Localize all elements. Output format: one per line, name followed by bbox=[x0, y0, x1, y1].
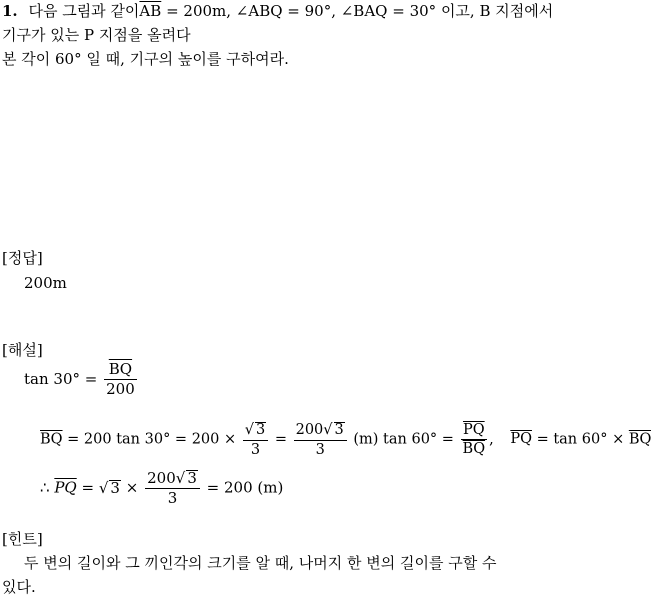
fraction-200sqrt3-3-final: $\frac{200√ 3}{3}$ bbox=[145, 470, 200, 506]
problem-line-3: 본 각이 60° 일 때, 기구의 높이를 구하여라. bbox=[2, 50, 289, 68]
explanation-step-3: ∴ $\overline{PQ}$ = √ 3 × $\frac{200√ 3}{3}$ = 200 (m) bbox=[40, 469, 284, 507]
answer-heading: [정답] bbox=[2, 249, 43, 267]
fraction-sqrt3-3: $\frac{√ 3}{3}$ bbox=[243, 422, 268, 457]
fraction-pq-bq: $\frac{\overline{PQ}}{BQ}$ bbox=[462, 421, 486, 457]
explanation-step-2: $\overline{BQ} = 200$ tan 30° = 200 × $\frac{√ 3}{3}$ = $\frac{200√ 3}{3}$ (m) tan 60° = $\frac{\overline{PQ}}{BQ}$ , $\overline{PQ} = \tan 60^\circ \times \overline{BQ}$ bbox=[40, 421, 651, 458]
hint-heading: [힌트] bbox=[2, 530, 43, 548]
segment-ab: $\overline{AB}$ bbox=[139, 2, 162, 20]
fraction-200sqrt3-3: $\frac{200√ 3}{3}$ bbox=[294, 422, 347, 457]
problem-text: 다음 그림과 같이 bbox=[28, 2, 140, 20]
fraction-bq-200: $\frac{\overline{BQ}}{200}$ bbox=[106, 360, 135, 398]
problem-number: 1. bbox=[2, 2, 18, 20]
hint-line-1: 두 변의 길이와 그 끼인각의 크기를 알 때, 나머지 한 변의 길이를 구할 수 bbox=[24, 554, 497, 572]
problem-conditions: = 200m, ∠ABQ = 90°, ∠BAQ = 30° bbox=[166, 2, 437, 20]
answer-value: 200m bbox=[24, 274, 67, 292]
explanation-heading: [해설] bbox=[2, 341, 43, 359]
explanation-step-1: tan 30° = $\frac{\overline{BQ}}{200}$ bbox=[24, 360, 135, 398]
hint-line-2: 있다. bbox=[2, 578, 36, 596]
problem-line-2: 기구가 있는 P 지점을 올려다 bbox=[2, 26, 191, 44]
problem-text-suffix: 이고, B 지점에서 bbox=[440, 2, 554, 20]
problem-line-1 bbox=[2, 4, 553, 19]
